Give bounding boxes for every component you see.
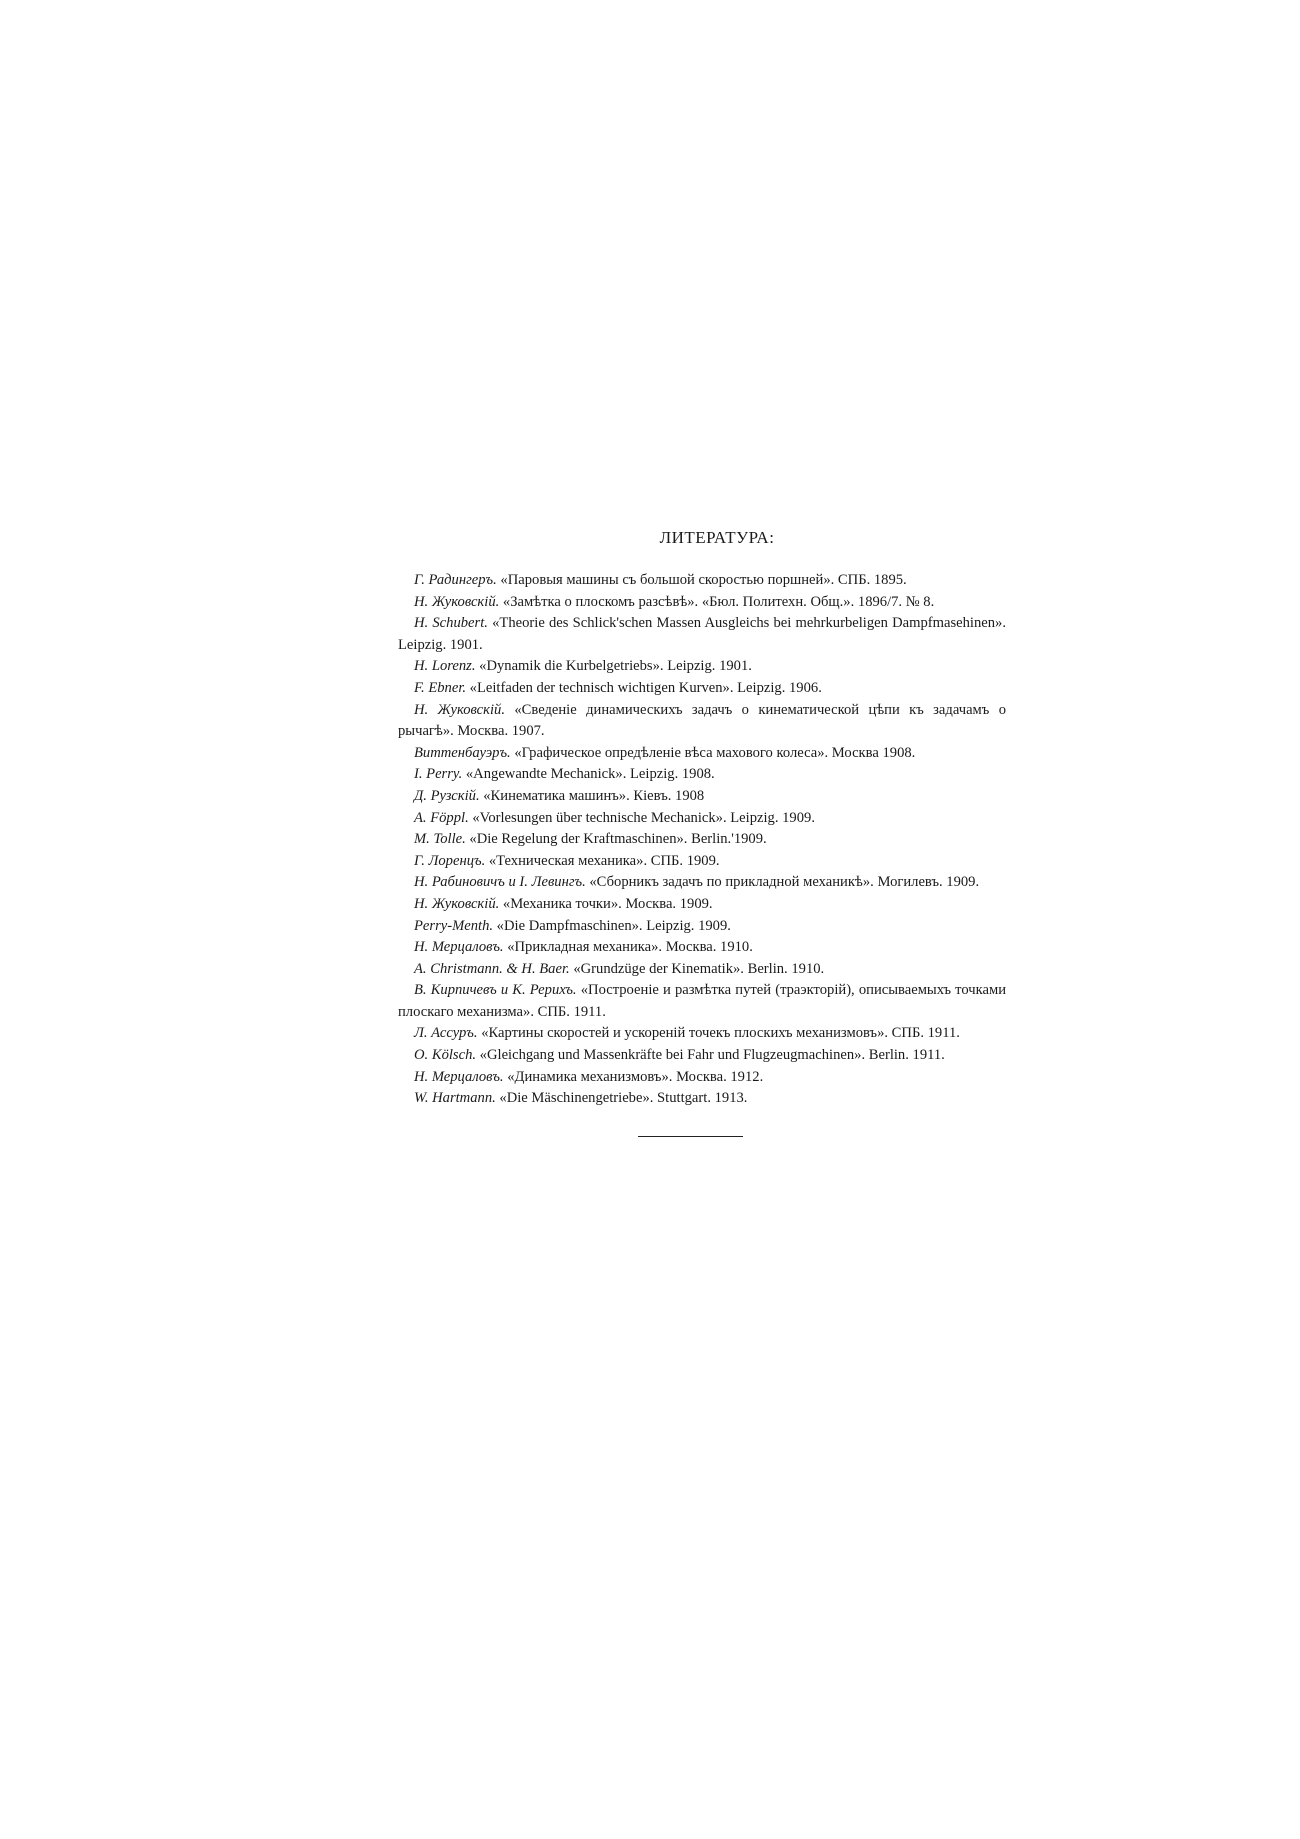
entry-text: «Построеніе и размѣтка путей (траэкторій), описываемыхъ точками плоскаго механизма». СПБ. 1911. [398,982,1006,1020]
entry-author: F. Ebner. [414,679,467,696]
entry-author: M. Tolle. [414,831,466,848]
bibliography-list [398,570,1006,1110]
bibliography-entry [398,808,1006,830]
bibliography-entry [398,592,1006,614]
entry-text: «Механика точки». Москва. 1909. [499,895,713,912]
entry-author: Perry-Menth. [414,917,494,934]
entry-text: «Leitfaden der technisch wichtigen Kurven». Leipzig. 1906. [466,679,822,696]
entry-text: «Сборникъ задачъ по прикладной механикѣ». Могилевъ. 1909. [585,874,980,891]
entry-author: Н. Жуковскій. [414,701,505,718]
bibliography-entry [398,570,1006,592]
entry-text: «Angewandte Mechanick». Leipzig. 1908. [462,766,715,783]
entry-author: A. Föppl. [414,809,469,826]
bibliography-entry [398,1088,1006,1110]
entry-text: «Dynamik die Kurbelgetriebs». Leipzig. 1901. [475,658,752,675]
bibliography-entry [398,613,1006,656]
entry-text: «Замѣтка о плоскомъ разсѣвѣ». «Бюл. Политехн. Общ.». 1896/7. № 8. [499,593,935,610]
page-content [398,528,1006,1110]
bibliography-entry [398,916,1006,938]
entry-text: «Прикладная механика». Москва. 1910. [503,939,753,956]
bibliography-entry [398,937,1006,959]
entry-text: «Vorlesungen über technische Mechanick». Leipzig. 1909. [468,809,815,826]
entry-author: Н. Жуковскій. [414,895,500,912]
entry-author: Н. Мерцаловъ. [414,939,504,956]
entry-text: «Динамика механизмовъ». Москва. 1912. [503,1068,764,1085]
bibliography-entry [398,851,1006,873]
bibliography-entry [398,1067,1006,1089]
entry-author: I. Perry. [414,766,463,783]
entry-text: «Сведеніе динамическихъ задачъ о кинематической цѣпи къ задачамъ о рычагѣ». Москва. 1907. [398,701,1006,740]
bibliography-entry [398,764,1006,786]
bibliography-entry [398,743,1006,765]
bibliography-entry [398,1023,1006,1045]
bibliography-entry [398,872,1006,894]
bibliography-entry [398,829,1006,851]
entry-text: «Графическое опредѣленіе вѣса махового колеса». Москва 1908. [510,744,916,761]
bibliography-entry [398,786,1006,808]
entry-author: A. Christmann. & H. Baer. [414,960,570,977]
entry-text: «Theorie des Schlick'schen Massen Ausgleichs bei mehrkurbeligen Dampfmasehinen». Leipzig. 1901. [398,615,1006,653]
entry-author: O. Kölsch. [414,1047,477,1064]
entry-author: Н. Рабиновичъ и І. Левингъ. [414,874,586,891]
bibliography-entry [398,656,1006,678]
entry-author: Н. Жуковскій. [414,593,500,610]
entry-author: Г. Радингеръ. [414,572,497,588]
entry-author: H. Schubert. [414,615,488,632]
entry-text: «Die Mäschinengetriebe». Stuttgart. 1913. [495,1090,748,1107]
bibliography-entry [398,1045,1006,1067]
end-divider-rule [638,1136,743,1137]
entry-author: Г. Лоренцъ. [414,852,486,869]
entry-text: «Техническая механика». СПБ. 1909. [485,852,720,869]
bibliography-entry [398,678,1006,700]
entry-author: H. Lorenz. [414,658,476,675]
bibliography-entry [398,700,1006,743]
entry-author: Л. Ассуръ. [414,1025,478,1042]
entry-text: «Grundzüge der Kinematik». Berlin. 1910. [569,960,825,977]
entry-author: Н. Мерцаловъ. [414,1068,504,1085]
entry-text: «Картины скоростей и ускореній точекъ плоскихъ механизмовъ». СПБ. 1911. [477,1025,960,1042]
entry-text: «Gleichgang und Massenkräfte bei Fahr und Flugzeugmachinen». Berlin. 1911. [476,1047,945,1064]
bibliography-entry [398,959,1006,981]
page-heading: ЛИТЕРАТУРА: [659,528,775,547]
bibliography-entry [398,894,1006,916]
entry-author: Виттенбауэръ. [414,744,511,761]
entry-text: «Die Dampfmaschinen». Leipzig. 1909. [493,917,731,934]
entry-author: W. Hartmann. [414,1090,496,1107]
entry-text: «Die Regelung der Kraftmaschinen». Berlin.'1909. [465,831,767,848]
entry-author: В. Кирпичевъ и К. Рерихъ. [414,982,577,999]
bibliography-entry [398,980,1006,1023]
entry-text: «Кинематика машинъ». Кіевъ. 1908 [479,787,705,804]
entry-author: Д. Рузскій. [414,787,480,804]
entry-text: «Паровыя машины съ большой скоростью поршней». СПБ. 1895. [496,572,907,588]
